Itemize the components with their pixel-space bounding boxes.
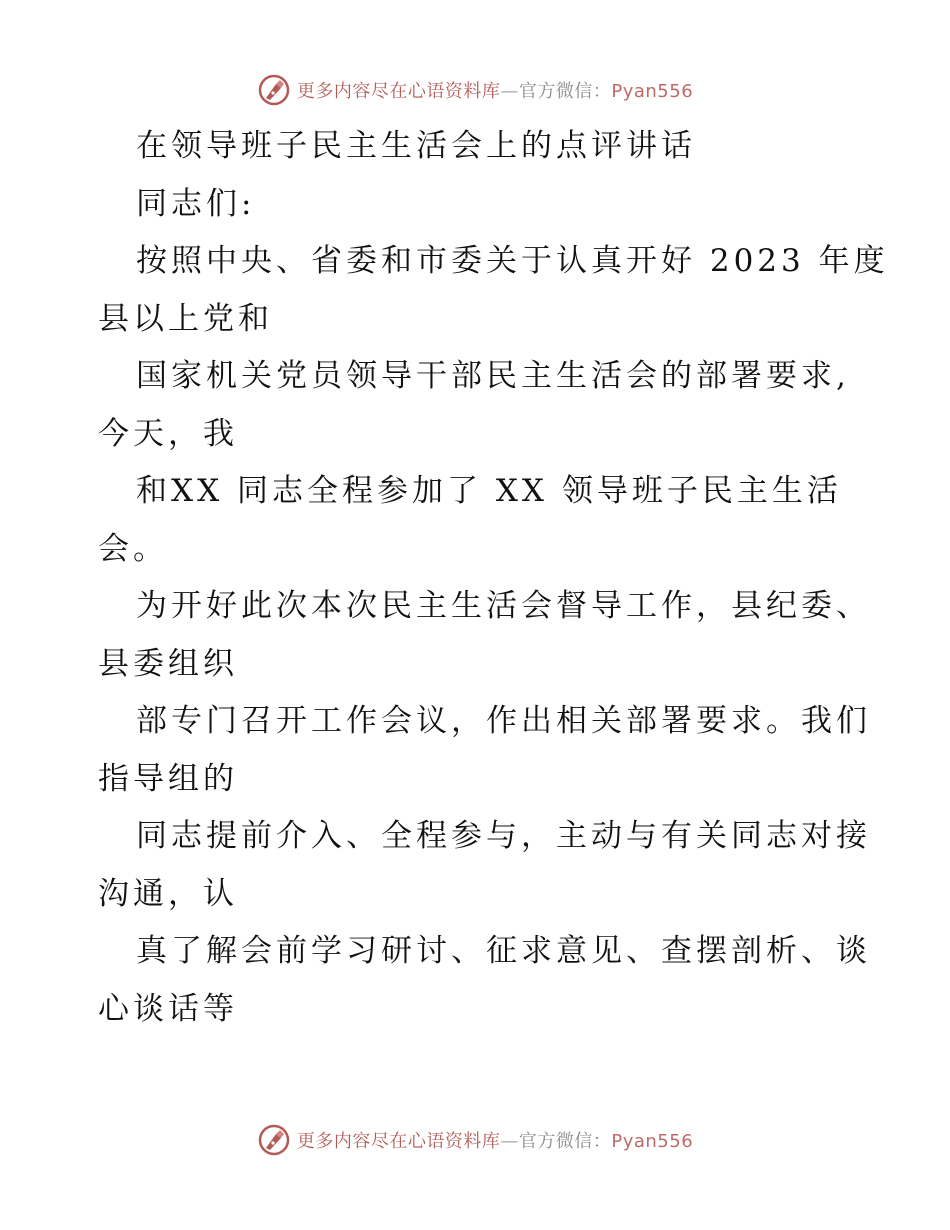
paragraph-line: 指导组的 [98, 760, 238, 797]
paragraph-line: 心谈话等 [98, 990, 238, 1027]
watermark-text [297, 1127, 693, 1153]
paragraph-line: 县以上党和 [98, 300, 273, 337]
paragraph-line: 今天，我 [98, 415, 238, 452]
paragraph-line: 县委组织 [98, 645, 238, 682]
fountain-pen-nib-icon [257, 73, 291, 107]
fountain-pen-nib-icon [257, 1123, 291, 1157]
watermark-brand: 更多内容尽在心语资料库 [296, 1131, 501, 1152]
document-body [98, 118, 889, 1038]
watermark-official: 官方微信： [518, 81, 612, 102]
paragraph-line: 会。 [98, 530, 168, 567]
watermark-official: 官方微信： [518, 1131, 612, 1152]
salutation: 同志们: [136, 185, 256, 222]
watermark-brand: 更多内容尽在心语资料库 [296, 81, 501, 102]
document-title: 在领导班子民主生活会上的点评讲话 [136, 128, 696, 164]
watermark-dash: — [500, 81, 519, 102]
paragraph-line: 真了解会前学习研讨、征求意见、查摆剖析、谈 [136, 933, 871, 969]
paragraph-line: 按照中央、省委和市委关于认真开好 2023 年度 [136, 243, 889, 279]
watermark-text [297, 77, 693, 103]
watermark-account-id: Pyan556 [611, 1131, 694, 1152]
paragraph-line: 同志提前介入、全程参与，主动与有关同志对接 [136, 818, 871, 854]
header-watermark [0, 70, 950, 110]
paragraph-line: 沟通，认 [98, 875, 238, 912]
watermark-dash: — [500, 1131, 519, 1152]
paragraph-line: 国家机关党员领导干部民主生活会的部署要求, [136, 358, 850, 394]
footer-watermark [0, 1120, 950, 1160]
paragraph-line: 部专门召开工作会议，作出相关部署要求。我们 [136, 703, 871, 739]
paragraph-line: 为开好此次本次民主生活会督导工作，县纪委、 [136, 588, 871, 624]
watermark-account-id: Pyan556 [611, 81, 694, 102]
paragraph-line: 和XX 同志全程参加了 XX 领导班子民主生活 [136, 473, 842, 509]
